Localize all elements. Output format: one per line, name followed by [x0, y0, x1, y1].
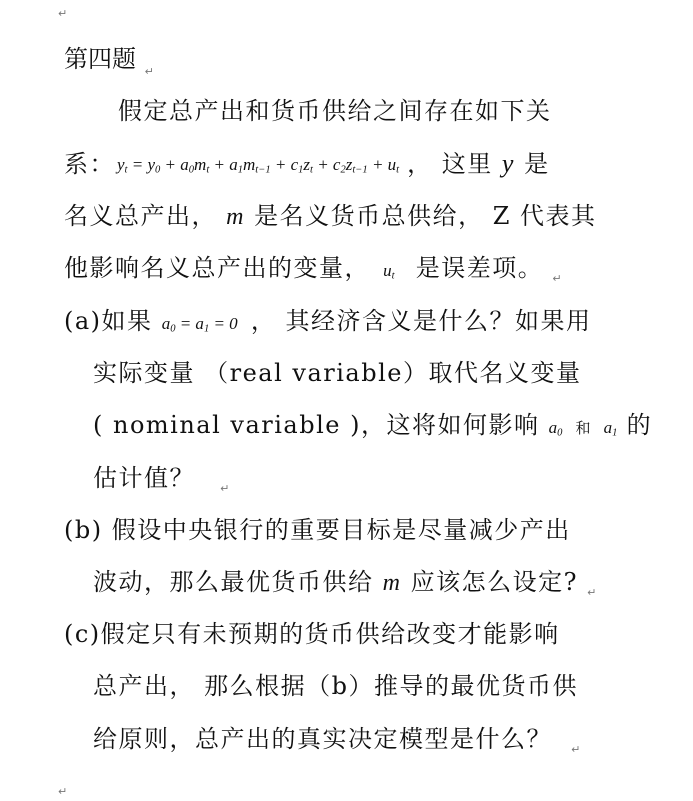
line-4-part-1: 他影响名义总产出的变量，: [64, 254, 370, 282]
paragraph-mark-icon: ↵: [58, 7, 68, 20]
condition-equation: $a_0 = a_1 = 0$: [161, 314, 238, 335]
question-a-line-3: [93, 413, 652, 437]
variable-ut: $u_t$: [383, 261, 395, 282]
variable-m: m: [226, 204, 245, 230]
paragraph-line-2: [64, 151, 550, 177]
question-c-line-2: 总产出， 那么根据（b）推导的最优货币供: [93, 672, 578, 700]
question-a-intro: (a)如果: [64, 307, 153, 335]
question-a-line-3-part-2: 的: [626, 411, 653, 439]
question-a-line-1: [64, 309, 591, 333]
line-2-suffix: 是: [524, 150, 550, 178]
paragraph-mark-icon: ↵: [587, 586, 598, 599]
line-2-prefix: 系：: [64, 150, 115, 178]
question-c-line-3-text: 给原则，总产出的真实决定模型是什么？: [93, 725, 552, 753]
paragraph-line-3: [64, 204, 597, 229]
question-c-line-1: (c)假定只有未预期的货币供给改变才能影响: [64, 620, 560, 648]
paragraph-line-1: 假定总产出和货币供给之间存在如下关: [118, 97, 552, 125]
title-text: 第四题: [64, 45, 136, 73]
question-b-line-2: [93, 568, 598, 599]
paragraph-mark-icon: ↵: [58, 785, 68, 798]
question-c-line-3: [93, 725, 582, 756]
question-title: [64, 45, 154, 78]
question-a-part-2: ， 其经济含义是什么？如果用: [250, 307, 592, 335]
paragraph-mark-icon: ↵: [571, 743, 582, 756]
paragraph-mark-icon: ↵: [552, 272, 564, 285]
question-a-line-2: 实际变量 （real variable）取代名义变量: [93, 359, 582, 387]
conjunction-and: 和: [575, 419, 591, 437]
line-3-part-2: 是名义货币总供给， Z 代表其: [254, 202, 597, 230]
variable-y: y: [501, 149, 515, 178]
question-a-line-3-part-1: ( nominal variable )，这将如何影响: [93, 411, 540, 439]
paragraph-mark-icon: ↵: [220, 482, 231, 495]
paragraph-mark-icon: ↵: [144, 65, 154, 78]
line-3-part-1: 名义总产出，: [64, 202, 217, 230]
coefficient-a0: $a_0$: [548, 418, 563, 439]
paragraph-line-4: [64, 254, 564, 285]
line-2-between: ， 这里: [407, 150, 493, 178]
variable-m: m: [382, 570, 402, 596]
question-b-line-2-part-2: 应该怎么设定?: [410, 568, 578, 596]
question-a-line-4: [93, 464, 231, 495]
question-b-line-1: (b) 假设中央银行的重要目标是尽量减少产出: [64, 516, 571, 544]
line-4-part-2: 是误差项。: [415, 254, 544, 282]
main-equation: $y_t = y_0 + a_0m_t + a_1m_{t-1} + c_1z_t + c_2z_{t-1} + u_t$: [117, 155, 400, 176]
question-a-line-4-text: 估计值？: [93, 464, 195, 492]
question-b-line-2-part-1: 波动，那么最优货币供给: [93, 568, 374, 596]
coefficient-a1: $a_1$: [603, 418, 618, 439]
